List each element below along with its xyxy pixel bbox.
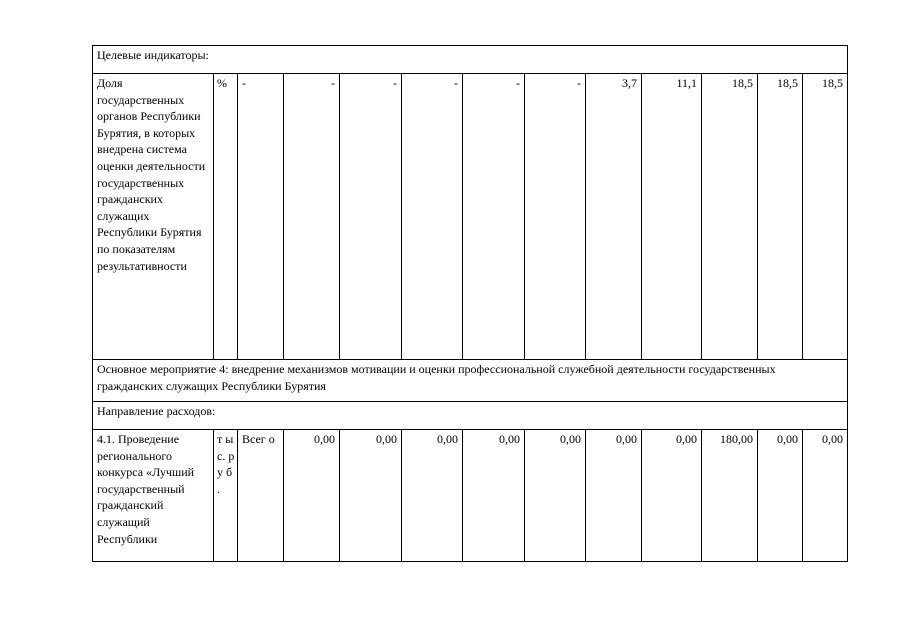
- expense-direction-row: [93, 402, 848, 430]
- indicator-value-7: 3,7: [586, 74, 642, 360]
- expense-name: 4.1. Проведение регионального конкурса «Лучший государственный гражданский служащий Республики: [93, 430, 214, 562]
- expense-value-1: 0,00: [284, 430, 340, 562]
- expense-value-6: 0,00: [586, 430, 642, 562]
- expense-row: [93, 430, 848, 562]
- expense-unit: т ы с. р у б .: [214, 430, 238, 562]
- target-indicators-row: [93, 46, 848, 74]
- expense-value-2: 0,00: [340, 430, 402, 562]
- main-event-row: [93, 360, 848, 402]
- expense-value-4: 0,00: [463, 430, 525, 562]
- expense-value-3: 0,00: [402, 430, 463, 562]
- indicator-value-3: -: [340, 74, 402, 360]
- indicator-value-8: 11,1: [642, 74, 702, 360]
- target-indicators-heading: Целевые индикаторы:: [93, 46, 848, 74]
- program-table: [92, 45, 848, 562]
- indicator-unit: %: [214, 74, 238, 360]
- expense-direction-heading: Направление расходов:: [93, 402, 848, 430]
- indicator-value-1: -: [238, 74, 284, 360]
- indicator-name: Доля государственных органов Республики Бурятия, в которых внедрена система оценки деятельности государственных гражданских служащих Республики Бурятия по показателям результативности: [93, 74, 214, 360]
- expense-value-8: 180,00: [702, 430, 758, 562]
- indicator-row: [93, 74, 848, 360]
- indicator-value-6: -: [525, 74, 586, 360]
- indicator-value-4: -: [402, 74, 463, 360]
- indicator-value-9: 18,5: [702, 74, 758, 360]
- expense-value-9: 0,00: [758, 430, 803, 562]
- indicator-value-10: 18,5: [758, 74, 803, 360]
- indicator-value-11: 18,5: [803, 74, 848, 360]
- main-event-text: Основное мероприятие 4: внедрение механизмов мотивации и оценки профессиональной служебной деятельности государственных гражданских служащих Республики Бурятия: [93, 360, 848, 402]
- expense-value-7: 0,00: [642, 430, 702, 562]
- expense-value-5: 0,00: [525, 430, 586, 562]
- indicator-value-5: -: [463, 74, 525, 360]
- indicator-value-2: -: [284, 74, 340, 360]
- expense-value-10: 0,00: [803, 430, 848, 562]
- expense-source: Всег о: [238, 430, 284, 562]
